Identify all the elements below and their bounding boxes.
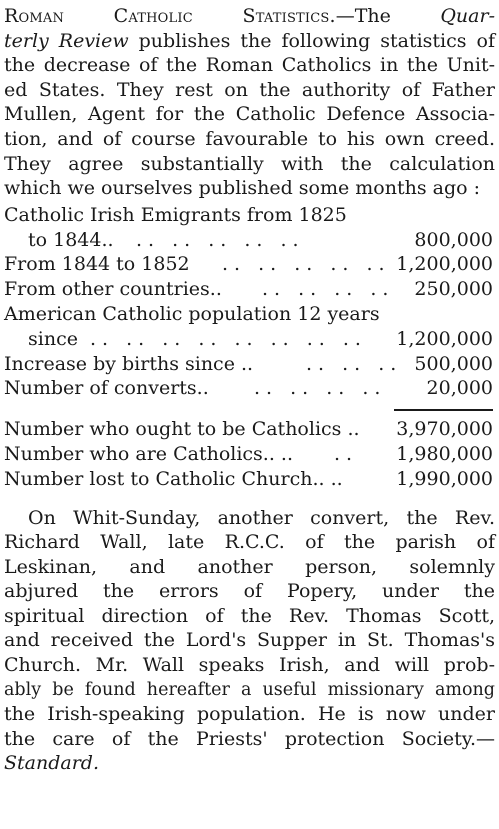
table-row (4, 302, 495, 327)
row-leader-dots: .. .. .. .. .. .. .. .. (90, 327, 367, 350)
row-value: 1,200,000 (396, 327, 493, 350)
paragraph-line: the Irish-speaking population. He is now under (4, 703, 495, 726)
table-row (4, 203, 495, 228)
intro-paragraph (4, 4, 495, 201)
row-leader-dots: .. .. .. (306, 352, 403, 375)
paragraph-line: abjured the errors of Popery, under the (4, 580, 495, 603)
row-value: 800,000 (414, 228, 493, 251)
table-row (4, 228, 495, 253)
row-label: From other countries.. (4, 278, 222, 301)
row-label: Increase by births since .. (4, 352, 254, 375)
headline-line (4, 4, 495, 29)
paragraph-line: Richard Wall, late R.C.C. of the parish of (4, 531, 495, 554)
row-label: to 1844.. (28, 228, 114, 251)
total-leader-dots: .. (334, 442, 359, 465)
paragraph-line: Leskinan, and another person, solemnly (4, 555, 495, 578)
paragraph-line: and received the Lord's Supper in St. Thomas's (4, 629, 495, 652)
row-label: Catholic Irish Emigrants from 1825 (4, 203, 347, 226)
second-paragraph (4, 506, 495, 777)
row-value: 250,000 (414, 278, 493, 301)
total-value: 1,980,000 (396, 442, 493, 465)
intro-line-5: tion, and of course favourable to his own creed. (4, 127, 495, 150)
sum-rule (394, 409, 493, 411)
table-row (4, 327, 495, 352)
row-label: American Catholic population 12 years (4, 302, 380, 325)
row-label: Number of converts.. (4, 377, 209, 400)
row-leader-dots: .. .. .. .. .. (222, 253, 391, 276)
row-value: 1,200,000 (396, 253, 493, 276)
row-label: From 1844 to 1852 (4, 253, 190, 276)
table-row (4, 277, 495, 302)
source-signature: Standard. (4, 752, 99, 775)
total-row (4, 417, 495, 442)
total-label: Number lost to Catholic Church.. .. (4, 467, 343, 490)
paragraph-line: the care of the Priests' protection Society.— (4, 727, 495, 750)
statistics-table (4, 203, 495, 492)
paragraph-line: spiritual direction of the Rev. Thomas Scott, (4, 604, 495, 627)
row-value: 500,000 (414, 352, 493, 375)
paragraph-line: Church. Mr. Wall speaks Irish, and will prob- (4, 654, 495, 677)
paragraph-line: On Whit-Sunday, another convert, the Rev. (28, 506, 495, 529)
intro-line-7: which we ourselves published some months ago : (4, 177, 481, 200)
row-value: 20,000 (426, 377, 493, 400)
headline-dash: —The (335, 5, 441, 27)
publication-name-part2: terly Review (4, 29, 129, 52)
row-label: since (28, 327, 78, 350)
intro-line-3: ed States. They rest on the authority of Father (4, 78, 495, 101)
total-value: 3,970,000 (396, 418, 493, 441)
newspaper-clipping (4, 4, 495, 776)
intro-line-6: They agree substantially with the calculation (4, 152, 495, 175)
total-value: 1,990,000 (396, 467, 493, 490)
total-row (4, 442, 495, 467)
intro-line-2: the decrease of the Roman Catholics in the Unit- (4, 54, 495, 77)
article-headline: Roman Catholic Statistics. (4, 5, 336, 27)
total-label: Number who ought to be Catholics .. (4, 418, 360, 441)
row-leader-dots: .. .. .. .. .. (136, 228, 305, 251)
row-leader-dots: .. .. .. .. (262, 278, 395, 301)
total-label: Number who are Catholics.. .. (4, 442, 293, 465)
paragraph-line: ably be found hereafter a useful missionary among (4, 679, 495, 700)
table-row (4, 352, 495, 377)
total-row (4, 467, 495, 492)
publication-name-part1: Quar- (440, 5, 495, 27)
intro-line-4: Mullen, Agent for the Catholic Defence Associa- (4, 103, 495, 126)
intro-line-1: terly Review publishes the following statistics of (4, 29, 495, 52)
row-leader-dots: .. .. .. .. (254, 377, 387, 400)
table-row (4, 376, 495, 401)
table-row (4, 252, 495, 277)
